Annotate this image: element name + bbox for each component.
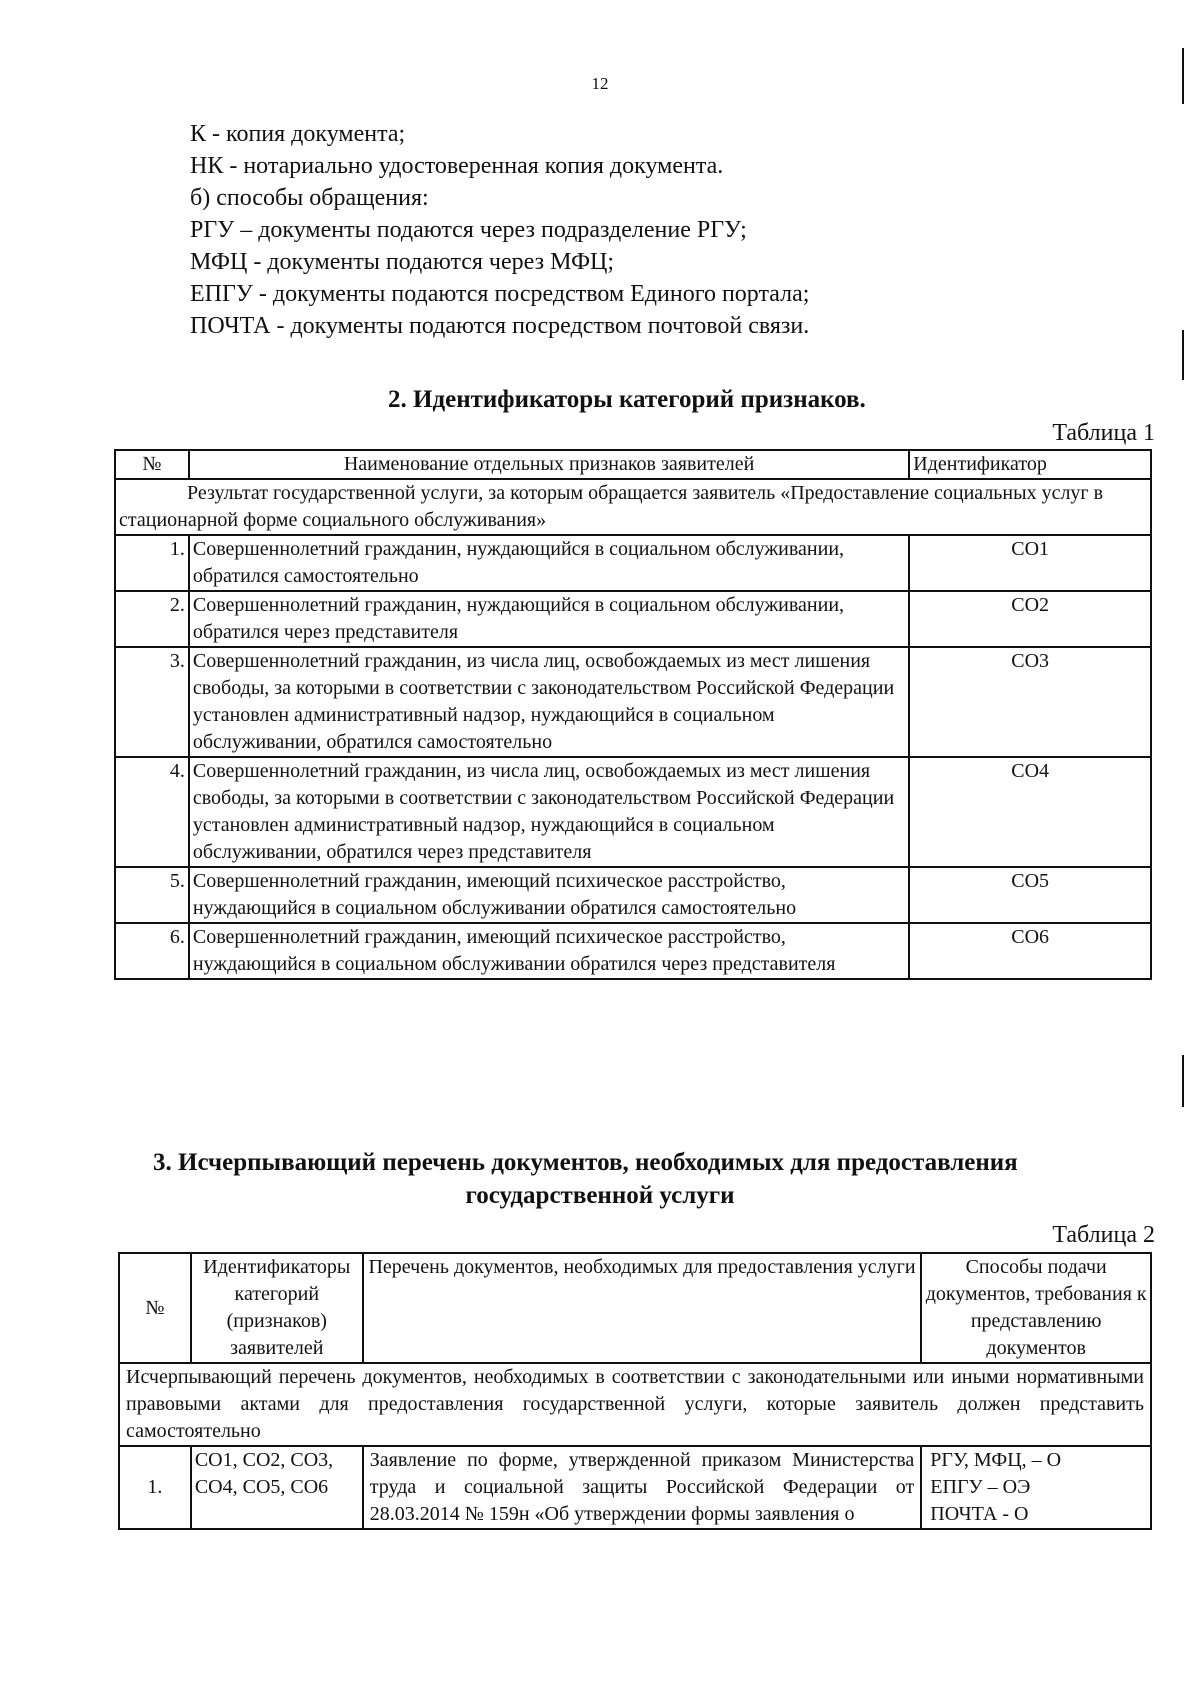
group-row-text: Результат государственной услуги, за которым обращается заявитель «Предоставление социальных услуг в стационарной форме социального обслуживания»	[115, 479, 1151, 535]
abbreviation-legend	[190, 118, 809, 342]
legend-line: ПОЧТА - документы подаются посредством почтовой связи.	[190, 313, 810, 339]
scan-margin-mark	[1182, 1055, 1184, 1107]
legend-line: РГУ – документы подаются через подразделение РГУ;	[190, 217, 747, 243]
table-2-label: Таблица 2	[1052, 1222, 1155, 1248]
header-document-list: Перечень документов, необходимых для предоставления услуги	[363, 1253, 922, 1363]
section-2-title: 2. Идентификаторы категорий признаков.	[388, 386, 866, 413]
legend-line: МФЦ - документы подаются через МФЦ;	[190, 249, 615, 275]
row-identifier: СО5	[909, 867, 1151, 923]
header-identifier: Идентификатор	[909, 450, 1151, 479]
table-group-row	[119, 1363, 1151, 1446]
row-number: 1.	[115, 535, 189, 591]
row-feature: Совершеннолетний гражданин, имеющий психическое расстройство, нуждающийся в социальном обслуживании обратился через представителя	[189, 923, 909, 979]
table-row	[115, 647, 1151, 757]
row-number: 1.	[119, 1446, 191, 1529]
section-3-title-line1: 3. Исчерпывающий перечень документов, необходимых для предоставления	[153, 1149, 1018, 1176]
table-2-documents	[118, 1252, 1152, 1530]
row-feature: Совершеннолетний гражданин, нуждающийся в социальном обслуживании, обратился через представителя	[189, 591, 909, 647]
row-identifier: СО1	[909, 535, 1151, 591]
legend-line: ЕПГУ - документы подаются посредством Единого портала;	[190, 281, 810, 307]
row-document: Заявление по форме, утвержденной приказом Министерства труда и социальной защиты Российской Федерации от 28.03.2014 № 159н «Об утверждении формы заявления о	[363, 1446, 922, 1529]
row-identifier: СО2	[909, 591, 1151, 647]
group-row-text: Исчерпывающий перечень документов, необходимых в соответствии с законодательными или иными нормативными правовыми актами для предоставления государственной услуги, которые заявитель должен представить самостоятельно	[119, 1363, 1151, 1446]
row-identifier: СО4	[909, 757, 1151, 867]
row-number: 5.	[115, 867, 189, 923]
table-row	[115, 867, 1151, 923]
header-number: №	[119, 1253, 191, 1363]
legend-line: К - копия документа;	[190, 121, 406, 147]
table-row	[115, 535, 1151, 591]
row-identifier: СО6	[909, 923, 1151, 979]
row-number: 3.	[115, 647, 189, 757]
row-number: 6.	[115, 923, 189, 979]
table-row	[115, 591, 1151, 647]
method-line: ЕПГУ – ОЭ	[930, 1476, 1031, 1498]
row-methods	[921, 1446, 1151, 1529]
table-group-row	[115, 479, 1151, 535]
row-category-ids: СО1, СО2, СО3, СО4, СО5, СО6	[191, 1446, 363, 1529]
table-1-label: Таблица 1	[1052, 420, 1155, 446]
table-1-identifiers	[114, 449, 1152, 980]
page-number: 12	[591, 74, 609, 93]
row-feature: Совершеннолетний гражданин, нуждающийся в социальном обслуживании, обратился самостоятельно	[189, 535, 909, 591]
scan-margin-mark	[1182, 330, 1184, 380]
section-3-title-line2: государственной услуги	[465, 1182, 735, 1209]
row-feature: Совершеннолетний гражданин, из числа лиц, освобождаемых из мест лишения свободы, за которыми в соответствии с законодательством Российской Федерации установлен административный надзор, нуждающийся в социальном обслуживании, обратился самостоятельно	[189, 647, 909, 757]
row-identifier: СО3	[909, 647, 1151, 757]
row-feature: Совершеннолетний гражданин, из числа лиц, освобождаемых из мест лишения свободы, за которыми в соответствии с законодательством Российской Федерации установлен административный надзор, нуждающийся в социальном обслуживании, обратился через представителя	[189, 757, 909, 867]
row-feature: Совершеннолетний гражданин, имеющий психическое расстройство, нуждающийся в социальном обслуживании обратился самостоятельно	[189, 867, 909, 923]
method-line: ПОЧТА - О	[930, 1503, 1029, 1525]
legend-line: б) способы обращения:	[190, 185, 429, 211]
header-category-ids: Идентификаторы категорий (признаков) заявителей	[191, 1253, 363, 1363]
header-feature-name: Наименование отдельных признаков заявителей	[189, 450, 909, 479]
method-line: РГУ, МФЦ, – О	[930, 1449, 1062, 1471]
scan-margin-mark	[1182, 48, 1184, 104]
row-number: 2.	[115, 591, 189, 647]
table-row	[115, 923, 1151, 979]
header-number: №	[115, 450, 189, 479]
table-header-row	[115, 450, 1151, 479]
header-submission-methods: Способы подачи документов, требования к представлению документов	[921, 1253, 1151, 1363]
table-row	[119, 1446, 1151, 1529]
table-header-row	[119, 1253, 1151, 1363]
row-number: 4.	[115, 757, 189, 867]
legend-line: НК - нотариально удостоверенная копия документа.	[190, 153, 724, 179]
table-row	[115, 757, 1151, 867]
